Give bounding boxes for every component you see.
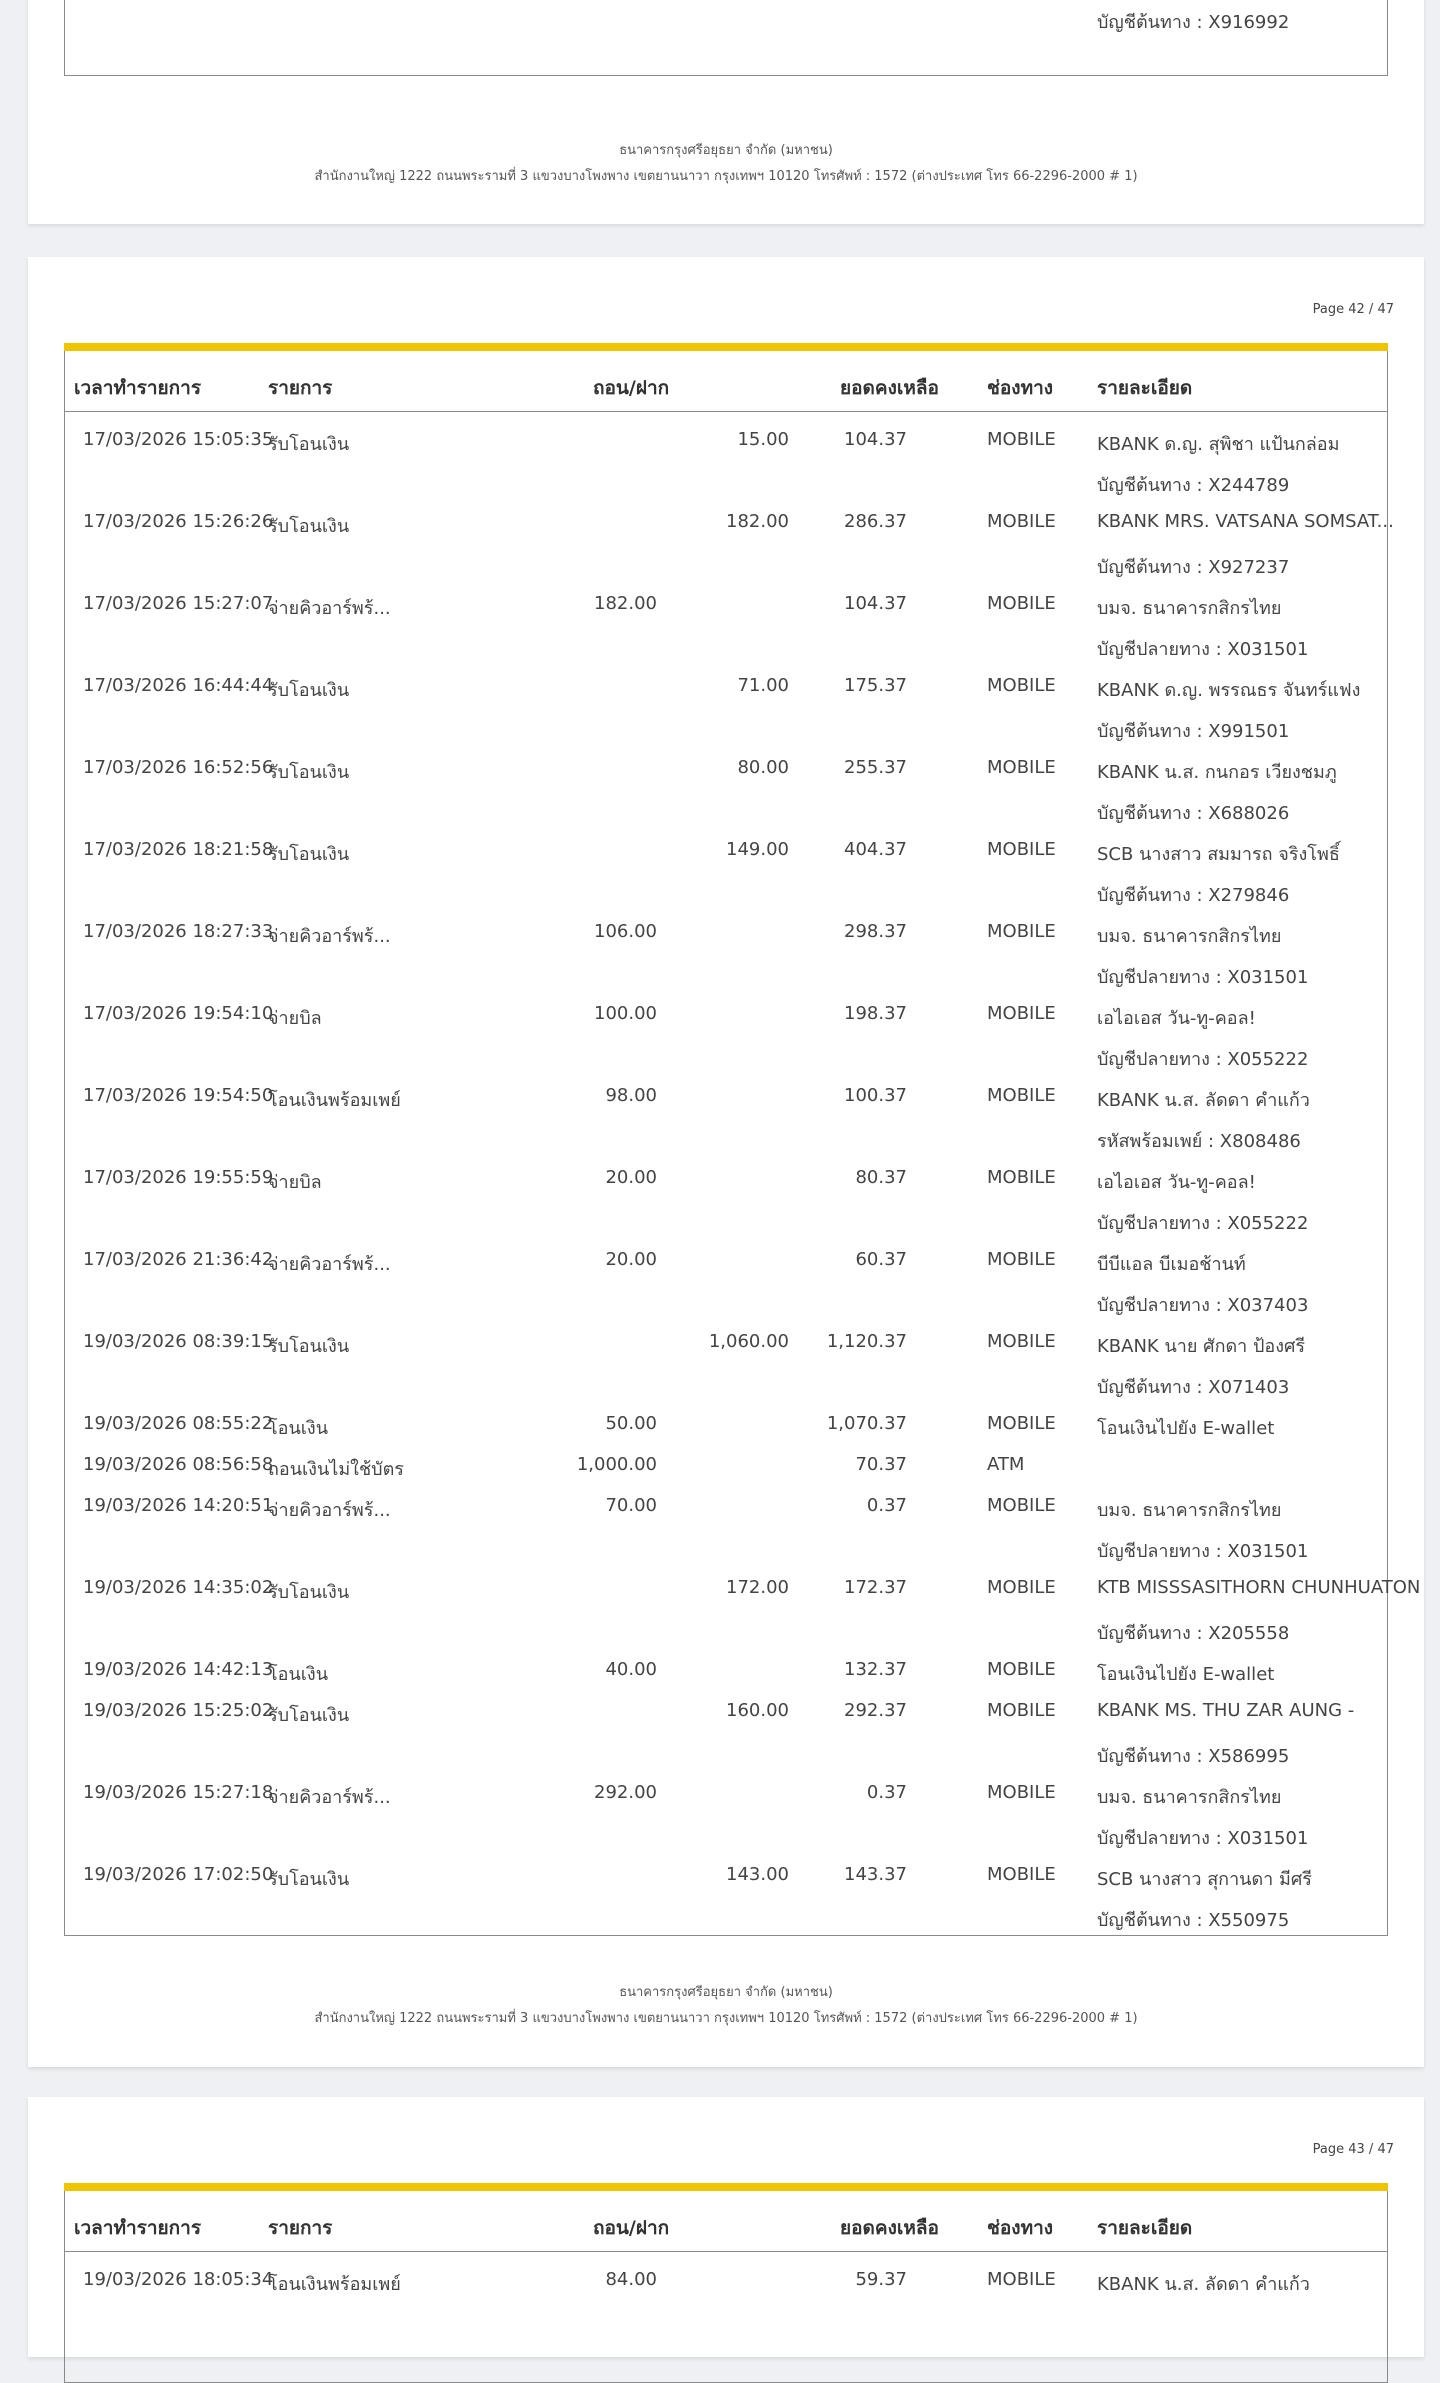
txn-channel: MOBILE [987,1659,1056,1680]
page-footer [28,1980,1424,2032]
statement-page-42 [28,257,1424,2067]
txn-time: 17/03/2026 18:27:33 [83,921,274,942]
txn-time: 17/03/2026 16:52:56 [83,757,274,778]
txn-balance: 255.37 [844,757,907,778]
txn-channel: MOBILE [987,1085,1056,1106]
txn-detail: บมจ. ธนาคารกสิกรไทย [1097,598,1282,619]
txn-account: บัญชีต้นทาง : X550975 [1097,1910,1290,1931]
txn-balance: 80.37 [855,1167,907,1188]
txn-time: 17/03/2026 19:55:59 [83,1167,274,1188]
txn-withdraw: 20.00 [605,1167,657,1188]
txn-time: 19/03/2026 18:05:34 [83,2269,274,2290]
txn-description: จ่ายคิวอาร์พร้... [268,1254,391,1275]
transactions-table [64,0,1388,76]
header-withdraw-deposit: ถอน/ฝาก [593,377,670,399]
txn-channel: MOBILE [987,1864,1056,1885]
txn-description: จ่ายคิวอาร์พร้... [268,598,391,619]
txn-description: จ่ายคิวอาร์พร้... [268,1500,391,1521]
txn-balance: 132.37 [844,1659,907,1680]
txn-time: 19/03/2026 08:55:22 [83,1413,274,1434]
txn-account: บัญชีปลายทาง : X031501 [1097,1541,1309,1562]
txn-detail: KBANK น.ส. ลัดดา คำแก้ว [1097,2274,1310,2295]
txn-balance: 286.37 [844,511,907,532]
table-header [65,351,1387,412]
txn-withdraw: 106.00 [594,921,657,942]
table-header [65,2191,1387,2252]
txn-account: บัญชีต้นทาง : X688026 [1097,803,1290,824]
txn-deposit: 149.00 [726,839,789,860]
footer-bank-name: ธนาคารกรุงศรีอยุธยา จำกัด (มหาชน) [619,143,833,158]
transactions-table [64,2183,1388,2383]
txn-channel: MOBILE [987,921,1056,942]
txn-detail: บมจ. ธนาคารกสิกรไทย [1097,1787,1282,1808]
txn-description: จ่ายบิล [268,1008,322,1029]
txn-withdraw: 20.00 [605,1249,657,1270]
txn-detail: SCB นางสาว สมมารถ จริงโพธิ์ [1097,844,1340,865]
txn-account: บัญชีต้นทาง : X991501 [1097,721,1290,742]
txn-detail: โอนเงินไปยัง E-wallet [1097,1418,1275,1439]
page-number: Page 42 / 47 [1312,302,1394,317]
txn-description: จ่ายบิล [268,1172,322,1193]
txn-description: รับโอนเงิน [268,680,350,701]
txn-time: 17/03/2026 18:21:58 [83,839,274,860]
txn-withdraw: 98.00 [605,1085,657,1106]
txn-account: บัญชีต้นทาง : X927237 [1097,557,1290,578]
txn-detail: เอไอเอส วัน-ทู-คอล! [1097,1172,1256,1193]
txn-balance: 198.37 [844,1003,907,1024]
txn-detail: KBANK น.ส. ลัดดา คำแก้ว [1097,1090,1310,1111]
txn-detail: KBANK ด.ญ. สุพิชา แป้นกล่อม [1097,434,1340,455]
txn-balance: 1,070.37 [826,1413,907,1434]
txn-time: 19/03/2026 14:35:02 [83,1577,274,1598]
header-detail: รายละเอียด [1097,377,1193,399]
txn-description: โอนเงินพร้อมเพย์ [268,2274,401,2295]
txn-description: รับโอนเงิน [268,1582,350,1603]
txn-time: 17/03/2026 15:26:26 [83,511,274,532]
txn-detail: KBANK MRS. VATSANA SOMSAT... [1097,511,1394,532]
txn-time: 17/03/2026 16:44:44 [83,675,274,696]
txn-detail: SCB นางสาว สุกานดา มีศรี [1097,1869,1312,1890]
txn-balance: 1,120.37 [826,1331,907,1352]
txn-account: บัญชีต้นทาง : X205558 [1097,1623,1290,1644]
txn-description: จ่ายคิวอาร์พร้... [268,1787,391,1808]
statement-page-41 [28,0,1424,224]
txn-deposit: 172.00 [726,1577,789,1598]
txn-channel: ATM [987,1454,1025,1475]
txn-time: 19/03/2026 08:39:15 [83,1331,274,1352]
txn-description: รับโอนเงิน [268,516,350,537]
txn-channel: MOBILE [987,1167,1056,1188]
header-withdraw-deposit: ถอน/ฝาก [593,2217,670,2239]
txn-balance: 70.37 [855,1454,907,1475]
txn-channel: MOBILE [987,1495,1056,1516]
txn-detail: เอไอเอส วัน-ทู-คอล! [1097,1008,1256,1029]
txn-channel: MOBILE [987,1003,1056,1024]
txn-time: 17/03/2026 15:05:35 [83,429,274,450]
txn-channel: MOBILE [987,429,1056,450]
txn-deposit: 143.00 [726,1864,789,1885]
txn-balance: 292.37 [844,1700,907,1721]
txn-channel: MOBILE [987,511,1056,532]
txn-detail: KBANK นาย ศักดา ป้องศรี [1097,1336,1306,1357]
txn-balance: 404.37 [844,839,907,860]
txn-withdraw: 84.00 [605,2269,657,2290]
txn-channel: MOBILE [987,1331,1056,1352]
txn-balance: 100.37 [844,1085,907,1106]
txn-channel: MOBILE [987,2269,1056,2290]
txn-balance: 59.37 [855,2269,907,2290]
txn-balance: 175.37 [844,675,907,696]
txn-account: บัญชีต้นทาง : X244789 [1097,475,1290,496]
txn-deposit: 71.00 [737,675,789,696]
txn-withdraw: 70.00 [605,1495,657,1516]
txn-description: ถอนเงินไม่ใช้บัตร [268,1459,404,1480]
txn-balance: 172.37 [844,1577,907,1598]
txn-withdraw: 182.00 [594,593,657,614]
txn-detail: โอนเงินไปยัง E-wallet [1097,1664,1275,1685]
txn-time: 17/03/2026 19:54:50 [83,1085,274,1106]
txn-account: บัญชีปลายทาง : X031501 [1097,1828,1309,1849]
txn-description: โอนเงิน [268,1664,329,1685]
txn-withdraw: 40.00 [605,1659,657,1680]
txn-time: 19/03/2026 08:56:58 [83,1454,274,1475]
txn-time: 17/03/2026 21:36:42 [83,1249,274,1270]
txn-time: 19/03/2026 14:42:13 [83,1659,274,1680]
txn-description: โอนเงินพร้อมเพย์ [268,1090,401,1111]
txn-channel: MOBILE [987,757,1056,778]
transactions-table [64,343,1421,1936]
txn-channel: MOBILE [987,839,1056,860]
page-footer [28,138,1424,190]
txn-description: รับโอนเงิน [268,1869,350,1890]
txn-time: 19/03/2026 14:20:51 [83,1495,274,1516]
txn-channel: MOBILE [987,1700,1056,1721]
txn-channel: MOBILE [987,675,1056,696]
txn-balance: 104.37 [844,593,907,614]
header-description: รายการ [268,377,333,399]
txn-account: บัญชีต้นทาง : X916992 [1097,12,1290,33]
header-description: รายการ [268,2217,333,2239]
txn-balance: 143.37 [844,1864,907,1885]
page-number: Page 43 / 47 [1312,2142,1394,2157]
txn-detail: KTB MISSSASITHORN CHUNHUATON [1097,1577,1421,1598]
txn-description: จ่ายคิวอาร์พร้... [268,926,391,947]
header-channel: ช่องทาง [987,377,1054,399]
header-detail: รายละเอียด [1097,2217,1193,2239]
txn-channel: MOBILE [987,1413,1056,1434]
txn-time: 17/03/2026 19:54:10 [83,1003,274,1024]
header-channel: ช่องทาง [987,2217,1054,2239]
footer-address: สำนักงานใหญ่ 1222 ถนนพระรามที่ 3 แขวงบางโพงพาง เขตยานนาวา กรุงเทพฯ 10120 โทรศัพท์ : 1572 (ต่างประเทศ โทร 66-2296-2000 # 1) [314,2011,1138,2026]
txn-channel: MOBILE [987,1577,1056,1598]
txn-withdraw: 1,000.00 [576,1454,657,1475]
header-time: เวลาทำรายการ [74,2217,202,2239]
footer-address: สำนักงานใหญ่ 1222 ถนนพระรามที่ 3 แขวงบางโพงพาง เขตยานนาวา กรุงเทพฯ 10120 โทรศัพท์ : 1572 (ต่างประเทศ โทร 66-2296-2000 # 1) [314,169,1138,184]
txn-deposit: 15.00 [737,429,789,450]
txn-withdraw: 100.00 [594,1003,657,1024]
txn-description: รับโอนเงิน [268,434,350,455]
txn-detail: KBANK MS. THU ZAR AUNG - [1097,1700,1355,1721]
txn-description: รับโอนเงิน [268,762,350,783]
txn-deposit: 1,060.00 [708,1331,789,1352]
statement-page-43 [28,2097,1424,2357]
txn-balance: 0.37 [866,1782,907,1803]
header-balance: ยอดคงเหลือ [840,377,939,399]
txn-detail: บีบีแอล บีเมอช้านท์ [1097,1254,1246,1275]
txn-account: บัญชีปลายทาง : X055222 [1097,1213,1309,1234]
txn-account: บัญชีปลายทาง : X037403 [1097,1295,1309,1316]
txn-account: บัญชีปลายทาง : X031501 [1097,967,1309,988]
txn-time: 17/03/2026 15:27:07 [83,593,274,614]
txn-balance: 298.37 [844,921,907,942]
txn-balance: 104.37 [844,429,907,450]
txn-time: 19/03/2026 17:02:50 [83,1864,274,1885]
txn-account: บัญชีต้นทาง : X279846 [1097,885,1290,906]
header-time: เวลาทำรายการ [74,377,202,399]
txn-channel: MOBILE [987,593,1056,614]
txn-description: รับโอนเงิน [268,844,350,865]
txn-withdraw: 292.00 [594,1782,657,1803]
txn-account: บัญชีต้นทาง : X071403 [1097,1377,1290,1398]
txn-balance: 60.37 [855,1249,907,1270]
txn-time: 19/03/2026 15:25:02 [83,1700,274,1721]
txn-account: บัญชีปลายทาง : X031501 [1097,639,1309,660]
txn-description: รับโอนเงิน [268,1336,350,1357]
txn-balance: 0.37 [866,1495,907,1516]
txn-account: บัญชีปลายทาง : X055222 [1097,1049,1309,1070]
txn-withdraw: 50.00 [605,1413,657,1434]
txn-channel: MOBILE [987,1782,1056,1803]
footer-bank-name: ธนาคารกรุงศรีอยุธยา จำกัด (มหาชน) [619,1985,833,2000]
txn-description: รับโอนเงิน [268,1705,350,1726]
txn-deposit: 182.00 [726,511,789,532]
txn-detail: KBANK ด.ญ. พรรณธร จันทร์แฟง [1097,680,1361,701]
header-balance: ยอดคงเหลือ [840,2217,939,2239]
txn-detail: บมจ. ธนาคารกสิกรไทย [1097,1500,1282,1521]
txn-account: บัญชีต้นทาง : X586995 [1097,1746,1290,1767]
txn-deposit: 160.00 [726,1700,789,1721]
txn-account: รหัสพร้อมเพย์ : X808486 [1097,1131,1301,1152]
txn-detail: KBANK น.ส. กนกอร เวียงชมภู [1097,762,1337,783]
txn-detail: บมจ. ธนาคารกสิกรไทย [1097,926,1282,947]
txn-deposit: 80.00 [737,757,789,778]
txn-channel: MOBILE [987,1249,1056,1270]
txn-time: 19/03/2026 15:27:18 [83,1782,274,1803]
txn-description: โอนเงิน [268,1418,329,1439]
